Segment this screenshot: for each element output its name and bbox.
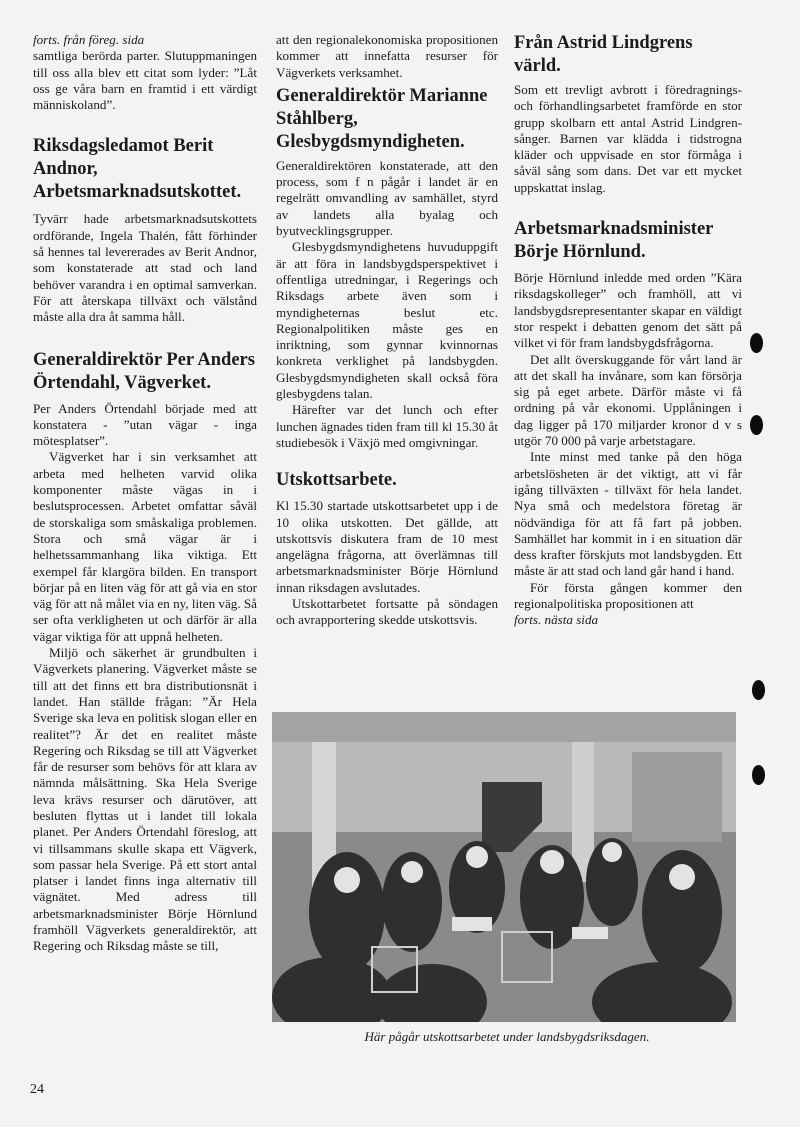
article-column-3 [514,32,742,629]
article-column-1 [33,32,257,955]
paragraph: Börje Hörnlund inledde med orden ”Kära riksdagskolleger” och framhöll, att vi landsbygdsrepresentanter skapar en väldigt stor respekt i debatten genom det sätt på vilket vi för fram landsbygdsfrågorna. [514,270,742,351]
photo-caption: Här pågår utskottsarbetet under landsbygdsriksdagen. [364,1029,650,1044]
paragraph: samtliga berörda parter. Slutuppmaningen till oss alla blev ett citat som lyder: ”Låt oss ge våra barn en framtid i ett värdigt människoland”. [33,48,257,113]
punch-hole-icon [752,680,765,700]
paragraph: att den regionalekonomiska propositionen kommer att innefatta resurser för Vägverkets verksamhet. [276,32,498,80]
meeting-photo [272,712,736,1022]
paragraph: Kl 15.30 startade utskottsarbetet upp i de 10 olika utskotten. Det gällde, att utskottsvis diskutera fram de 10 mest angelägna frågorna, att överlämnas till arbetsmarknadsminister Börje Hörnlund innan riksdagen avslutades. [276,498,498,595]
paragraph: Tyvärr hade arbetsmarknadsutskottets ordförande, Ingela Thalén, fått förhinder så hennes tal levererades av Berit Andnor, som konstaterade att stad och land behöver varandra i en optimal samverkan. För att återskapa tillväxt och välstånd måste alla dra åt samma håll. [33,211,257,325]
paragraph: Utskottarbetet fortsatte på söndagen och avrapportering skedde utskottsvis. [276,596,498,628]
punch-hole-icon [752,765,765,785]
section-heading-stahlberg: Generaldirektör Marianne Ståhlberg, Glesbygdsmyndigheten. [276,85,488,152]
page-number: 24 [30,1082,44,1097]
paragraph: Vägverket har i sin verksamhet att arbeta med helheten varvid olika komponenter måste vägas in i beslutsprocessen. Arbetet omfattar såväl de storskaliga som småskaliga problemen. Stora och små vägar är i helhetssammanhang lika viktiga. Ett exempel får klargöra bilden. En transport börjar på en liten väg för att gå via en stor väg för att nå målet via en ny, liten väg. Så ser ofta verkligheten ut och därför är alla vägar viktiga för att uppnå helheten. [33,449,257,644]
paragraph: Härefter var det lunch och efter lunchen ägnades tiden fram till kl 15.30 åt studiebesök i Växjö med omgivningar. [276,402,498,450]
paragraph: Som ett trevligt avbrott i föredragnings- och förhandlingsarbetet framförde en stor grupp skolbarn ett antal Astrid Lindgren-sånger. Barnen var klädda i tidstrogna kläder och uppvisade en stor förmåga i såväl sång som dans. Det var ett mycket uppskattat inslag. [514,82,742,195]
paragraph: Det allt överskuggande för vårt land är att det skall ha invånare, som kan försörja sig på eget arbete. Därför måste vi få ordning på vår ekonomi. Upplåningen i dag ligger på 170 miljarder kronor d v s utgör 70 000 på varje arbetstagare. [514,351,742,449]
section-heading-ortendahl: Generaldirektör Per Anders Örtendahl, Vägverket. [33,349,255,393]
meeting-photo-illustration [272,712,736,1022]
paragraph: Per Anders Örtendahl började med att konstatera - ”utan vägar - inga mötesplatser”. [33,400,257,449]
article-column-2 [276,32,498,629]
punch-hole-icon [750,333,763,353]
paragraph: Miljö och säkerhet är grundbulten i Vägverkets planering. Vägverket måste se till att det finns ett bra distributionsnät i landet. Han ställde frågan: ”Är Hela Sverige ska leva en politisk slogan eller en realitet”? Är det en realitet måste Regering och Riksdag se till att Vägverket får de resurser som behövs för att klara av nämnda målsättning. Ska Hela Sverige leva krävs resurser och därutöver, att besluten flyttas ut i landet till lokala planet. Per Anders Örtendahl föreslog, att vi tillsammans skulle skapa ett Vägverk, som passar hela Sverige. På ett stort antal platser i landet finns inga alternativ till vägnätet. Med adress till arbetsmarknadsminister Börje Hörnlund framhöll Vägverkets generaldirektör, att Regering och Riksdag måste se till, [33,645,257,954]
section-heading-utskottsarbete: Utskottsarbete. [276,470,397,491]
continued-from-note: forts. från föreg. sida [33,32,145,47]
punch-hole-icon [750,415,763,435]
paragraph: För första gången kommer den regionalpolitiska propositionen att [514,579,742,612]
section-heading-hornlund: Arbetsmarknadsminister Börje Hörnlund. [514,219,714,263]
section-heading-astrid-lindgren: Från Astrid Lindgrens värld. [514,33,693,76]
paragraph: Glesbygdsmyndighetens huvuduppgift är att föra in landsbygdsperspektivet i offentliga utredningar, i Regerings och Riksdags arbete även som i myndigheternas beslut etc. Regionalpolitiken måste ges en inriktning, som gynnar kvinnornas konkreta verklighet på landsbygden. Glesbygdsmyndigheten skall också föra glesbygdens talan. [276,239,498,402]
paragraph: Generaldirektören konstaterade, att den process, som f n pågår i landet är en regelrätt omvandling av samhället, styrd av landets alla byalag och byutvecklingsgrupper. [276,157,498,239]
section-heading-andnor: Riksdagsledamot Berit Andnor, Arbetsmarknadsutskottet. [33,136,242,203]
continued-next-note: forts. nästa sida [514,612,599,628]
paragraph: Inte minst med tanke på den höga arbetslösheten är det viktigt, att vi får igång tillväxten - tillväxt för hela landet. Nya små och medelstora företag är nödvändiga för att få fart på jobben. Samhället har kommit in i en situation där dess krafter förskjuts mot landsbygden. Ett måste är att stad och land går hand i hand. [514,449,742,579]
